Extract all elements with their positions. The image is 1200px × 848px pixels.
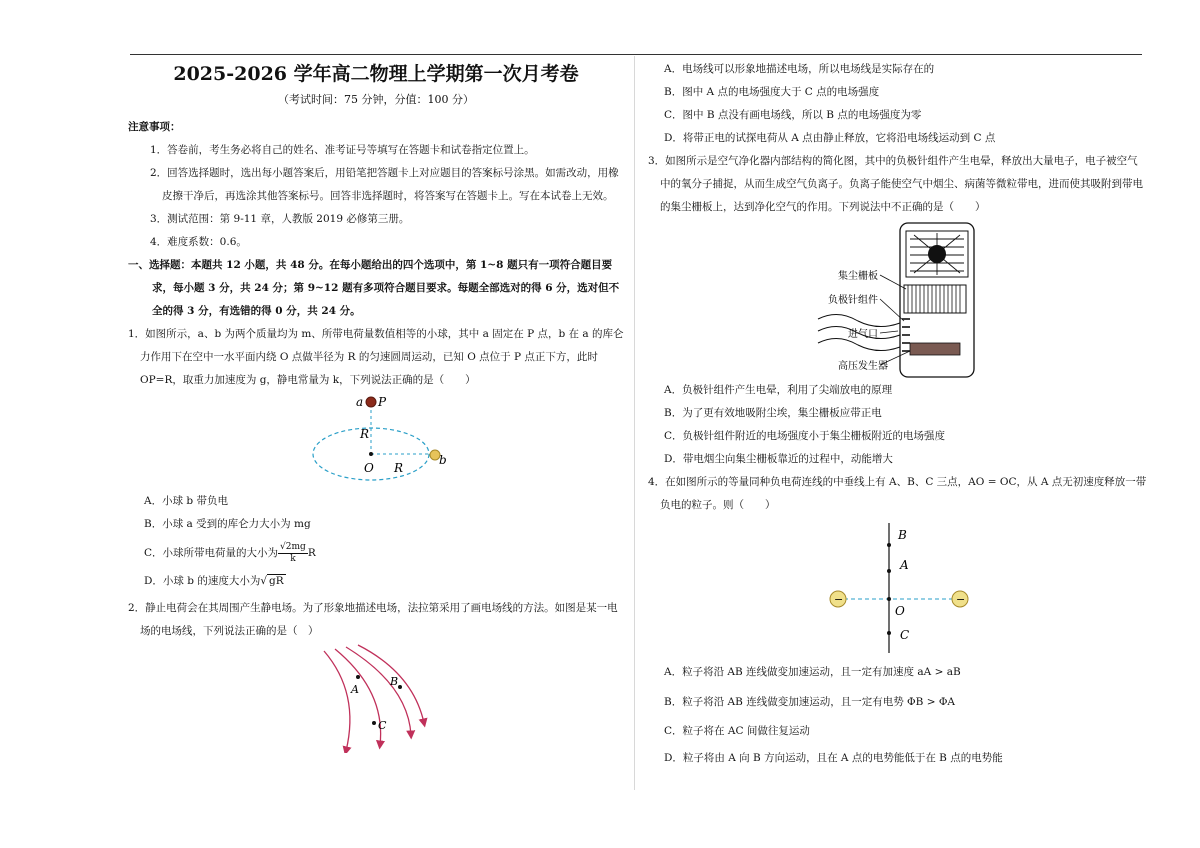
q1-option-c-denominator: k bbox=[290, 553, 296, 564]
label-b: B bbox=[898, 528, 907, 542]
q1-option-d-radicand: gR bbox=[269, 575, 284, 587]
label-a: A bbox=[900, 558, 909, 572]
notice-item-4: 4．难度系数：0.6。 bbox=[150, 236, 247, 248]
notice-heading: 注意事项： bbox=[128, 121, 181, 133]
section-1-heading: 一、选择题：本题共 12 小题，共 48 分。在每小题给出的四个选项中，第 1~8 题只有一项符合题目要求，每小题 3 分，共 24 分；第 9~12 题有多项符合题目要求。每题全部选对的得 6 分，选对但不全的得 3 分，有选错的得 0 分，共 24 分。 bbox=[128, 259, 620, 317]
label-b: b bbox=[439, 453, 447, 467]
label-r2: R bbox=[394, 461, 404, 475]
ball-a bbox=[366, 397, 376, 407]
label-a: a bbox=[356, 395, 364, 409]
dust-grid bbox=[904, 285, 966, 313]
point-a bbox=[356, 675, 360, 679]
label-c: C bbox=[378, 719, 387, 732]
exam-subtitle: （考试时间：75 分钟，分值：100 分） bbox=[278, 93, 474, 106]
q1-option-c-numerator: √2mg bbox=[280, 541, 306, 552]
point-o bbox=[369, 452, 373, 456]
charge-left-sign: − bbox=[834, 593, 844, 606]
notice-item-1: 1．答卷前，考生务必将自己的姓名、准考证号等填写在答题卡和试卷指定位置上。 bbox=[150, 144, 535, 156]
q4-option-a: A．粒子将沿 AB 连线做变加速运动，且一定有加速度 aA > aB bbox=[664, 666, 961, 678]
label-o: O bbox=[895, 604, 905, 618]
question-3-figure bbox=[648, 219, 1148, 379]
q3-air-purifier-diagram bbox=[648, 219, 1148, 379]
question-1-figure bbox=[128, 392, 624, 490]
q3-option-a: A．负极针组件产生电晕，利用了尖端放电的原理 bbox=[664, 384, 893, 396]
sqrt-sign: √ bbox=[260, 575, 268, 587]
header-rule bbox=[130, 54, 1142, 55]
fan-motor bbox=[928, 245, 946, 263]
q2-field-lines-diagram bbox=[128, 643, 624, 753]
field-line-2 bbox=[335, 649, 381, 745]
exam-title: 2025-2026 学年高二物理上学期第一次月考卷 bbox=[173, 63, 579, 85]
q1-option-d bbox=[128, 570, 624, 593]
label-r1: R bbox=[360, 427, 370, 441]
q2-option-d: D．将带正电的试探电荷从 A 点由静止释放，它将沿电场线运动到 C 点 bbox=[664, 132, 996, 144]
q1-option-c bbox=[128, 536, 624, 570]
label-b: B bbox=[390, 675, 399, 688]
q2-option-a: A．电场线可以形象地描述电场，所以电场线是实际存在的 bbox=[664, 63, 935, 75]
q4-charges-diagram bbox=[648, 517, 1148, 657]
notice-item-3: 3．测试范围：第 9-11 章，人教版 2019 必修第三册。 bbox=[150, 213, 410, 225]
q4-option-c: C．粒子将在 AC 间做往复运动 bbox=[664, 725, 810, 737]
point-c bbox=[372, 721, 376, 725]
column-divider bbox=[634, 56, 635, 790]
right-column bbox=[648, 58, 1148, 771]
label-p: P bbox=[378, 395, 387, 409]
hv-generator bbox=[910, 343, 960, 355]
charge-right-sign: − bbox=[956, 593, 966, 606]
question-1-stem: 1．如图所示，a、b 为两个质量均为 m、所带电荷量数值相等的小球，其中 a 固定在 P 点，b 在 a 的库仑力作用下在空中一水平面内绕 O 点做半径为 R 的匀速圆周运动，已知 O 点位于 P 点正下方，此时 OP=R，取重力加速度为 g，静电常量为 k，下列说法正确的是（ ） bbox=[128, 328, 624, 386]
q1-option-d-text: D．小球 b 的速度大小为 bbox=[144, 575, 261, 587]
q3-option-b: B．为了更有效地吸附尘埃，集尘栅板应带正电 bbox=[664, 407, 882, 419]
point-b bbox=[887, 543, 891, 547]
q2-option-c: C．图中 B 点没有画电场线，所以 B 点的电场强度为零 bbox=[664, 109, 922, 121]
question-4-stem: 4．在如图所示的等量同种负电荷连线的中垂线上有 A、B、C 三点，AO = OC，从 A 点无初速度释放一带负电的粒子。则（ ） bbox=[648, 476, 1147, 511]
label-dust-grid: 集尘栅板 bbox=[838, 271, 878, 282]
q3-option-c: C．负极针组件附近的电场强度小于集尘栅板附近的电场强度 bbox=[664, 430, 946, 442]
label-air-inlet: 进气口 bbox=[848, 329, 878, 340]
label-hv-generator: 高压发生器 bbox=[838, 361, 888, 372]
question-3-stem: 3．如图所示是空气净化器内部结构的简化图，其中的负极针组件产生电晕，释放出大量电子，电子被空气中的氧分子捕捉，从而生成空气负离子。负离子能使空气中烟尘、病菌等微粒带电，进而使其吸附到带电的集尘栅板上，达到净化空气的作用。下列说法中不正确的是（ ） bbox=[648, 155, 1143, 213]
q1-option-a: A．小球 b 带负电 bbox=[144, 495, 228, 507]
field-line-1 bbox=[324, 651, 350, 751]
question-2-figure bbox=[128, 643, 624, 753]
label-o: O bbox=[364, 461, 374, 475]
point-o bbox=[887, 597, 891, 601]
q1-option-c-r: R bbox=[307, 547, 316, 559]
left-column bbox=[128, 58, 624, 753]
label-c: C bbox=[900, 628, 910, 642]
q2-option-b: B．图中 A 点的电场强度大于 C 点的电场强度 bbox=[664, 86, 880, 98]
question-2-stem: 2．静止电荷会在其周围产生静电场。为了形象地描述电场，法拉第采用了画电场线的方法。如图是某一电场的电场线，下列说法正确的是（ ） bbox=[128, 602, 618, 637]
q1-option-b: B．小球 a 受到的库仑力大小为 mg bbox=[144, 518, 311, 530]
q4-option-d: D．粒子将由 A 向 B 方向运动，且在 A 点的电势能低于在 B 点的电势能 bbox=[664, 752, 1003, 764]
q3-option-d: D．带电烟尘向集尘栅板靠近的过程中，动能增大 bbox=[664, 453, 893, 465]
q1-circle-diagram bbox=[128, 392, 624, 490]
leader-3 bbox=[880, 331, 898, 333]
q1-option-c-text: C．小球所带电荷量的大小为 bbox=[144, 547, 279, 559]
point-a bbox=[887, 569, 891, 573]
label-needle-assembly: 负极针组件 bbox=[828, 295, 878, 306]
label-a: A bbox=[351, 683, 359, 696]
q4-option-b: B．粒子将沿 AB 连线做变加速运动，且一定有电势 ΦB > ΦA bbox=[664, 696, 956, 708]
q1-option-c-fraction bbox=[278, 542, 308, 565]
notice-item-2: 2．回答选择题时，选出每小题答案后，用铅笔把答题卡上对应题目的答案标号涂黑。如需改动，用橡皮擦干净后，再选涂其他答案标号。回答非选择题时，将答案写在答题卡上。写在本试卷上无效。 bbox=[150, 167, 619, 202]
question-4-figure bbox=[648, 517, 1148, 657]
point-c bbox=[887, 631, 891, 635]
point-b bbox=[398, 685, 402, 689]
